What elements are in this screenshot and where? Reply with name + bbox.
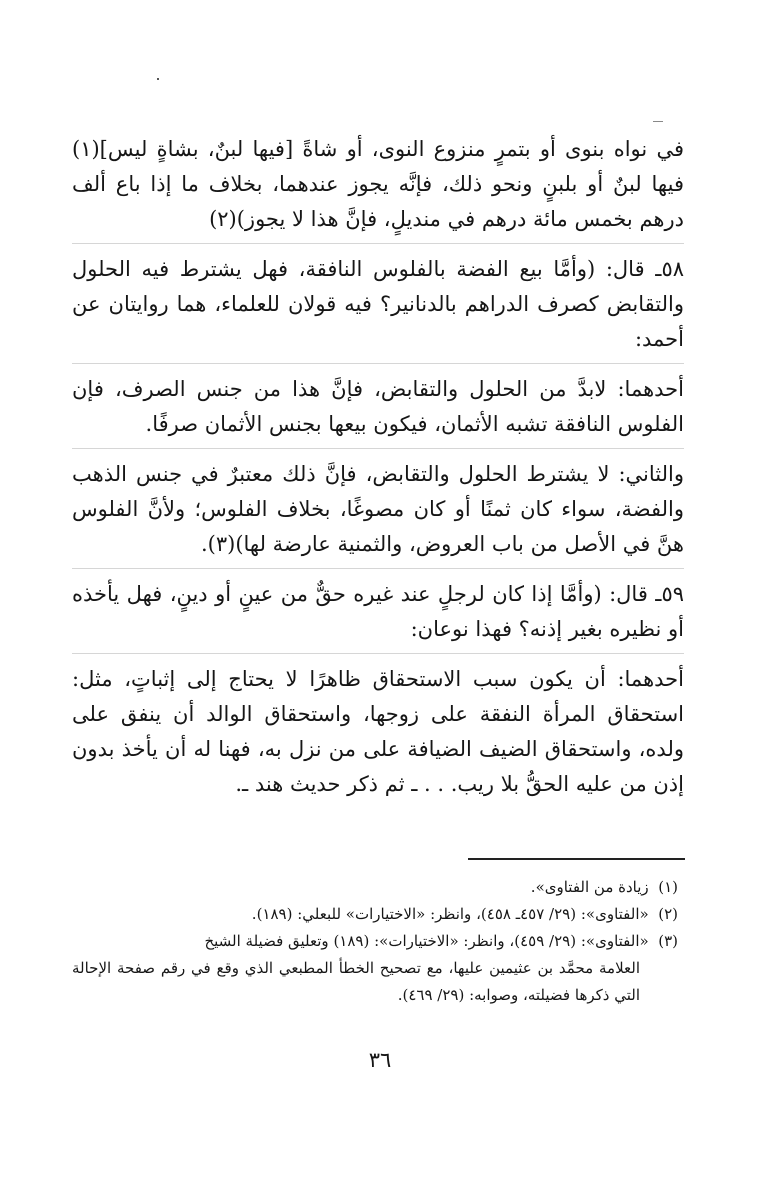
footnote-text: زيادة من الفتاوى». — [530, 878, 649, 896]
footnote-number: (٢) — [658, 905, 678, 923]
paragraph-separator — [72, 243, 684, 244]
paragraph-first-opinion: أحدهما: لابدَّ من الحلول والتقابض، فإنَّ هذا من جنس الصرف، فإن الفلوس النافقة تشبه الأثمان، فيكون بيعها بجنس الأثمان صرفًا. — [72, 377, 684, 436]
footnote-number: (٣) — [658, 932, 678, 950]
page-number: ٣٦ — [368, 1048, 392, 1072]
paragraph-issue-58: ٥٨ـ قال: (وأمَّا بيع الفضة بالفلوس النافقة، فهل يشترط فيه الحلول والتقابض كصرف الدراهم بالدنانير؟ فيه قولان للعلماء، هما روايتان عن أحمد: — [72, 257, 684, 351]
paragraph-separator — [72, 568, 684, 569]
footnote-1 — [72, 874, 678, 901]
paragraph-separator — [72, 653, 684, 654]
footnote-rule — [468, 858, 685, 860]
page-body — [72, 132, 684, 802]
footnote-3 — [72, 928, 678, 955]
paragraph-second-opinion: والثاني: لا يشترط الحلول والتقابض، فإنَّ ذلك معتبرٌ في جنس الذهب والفضة، سواء كان ثمنًا أو كان مصوغًا، بخلاف الفلوس؛ ولأنَّ الفلوس هنَّ في الأصل من باب العروض، والثمنية عارضة لها)(٣). — [72, 462, 684, 556]
footnote-text: «الفتاوى»: (٢٩/ ٤٥٩)، وانظر: «الاختيارات»: (١٨٩) وتعليق فضيلة الشيخ — [204, 932, 649, 950]
footnote-number: (١) — [658, 878, 678, 896]
footnotes — [72, 874, 678, 1009]
footnote-text: «الفتاوى»: (٢٩/ ٤٥٧ـ ٤٥٨)، وانظر: «الاختيارات» للبعلي: (١٨٩). — [251, 905, 649, 923]
paragraph-separator — [72, 363, 684, 364]
paragraph-first-type: أحدهما: أن يكون سبب الاستحقاق ظاهرًا لا يحتاج إلى إثباتٍ، مثل: استحقاق المرأة النفقة على زوجها، واستحقاق الوالد أن ينفق على ولده، واستحقاق الضيف الضيافة على من نزل به، فهنا له أن يأخذ بدون إذن من عليه الحقُّ بلا ريب. . . ـ ثم ذكر حديث هند ـ. — [72, 667, 684, 796]
footnote-3-continuation: العلامة محمَّد بن عثيمين عليها، مع تصحيح الخطأ المطبعي الذي وقع في رقم صفحة الإحالة التي ذكرها فضيلته، وصوابه: (٢٩/ ٤٦٩). — [72, 959, 640, 1004]
paragraph-separator — [72, 448, 684, 449]
scan-speck — [157, 78, 159, 80]
paragraph-issue-59: ٥٩ـ قال: (وأمَّا إذا كان لرجلٍ عند غيره حقٌّ من عينٍ أو دينٍ، فهل يأخذه أو نظيره بغير إذنه؟ فهذا نوعان: — [72, 582, 684, 641]
paragraph-continuation: في نواه بنوى أو بتمرٍ منزوع النوى، أو شاةً [فيها لبنٌ، بشاةٍ ليس](١) فيها لبنٌ أو بلبنٍ ونحو ذلك، فإنَّه يجوز عندهما، بخلاف ما إذا باع ألف درهم بخمس مائة درهم في منديلٍ، فإنَّ هذا لا يجوز)(٢) — [72, 137, 684, 231]
footnote-2 — [72, 901, 678, 928]
scan-speck — [653, 121, 663, 122]
